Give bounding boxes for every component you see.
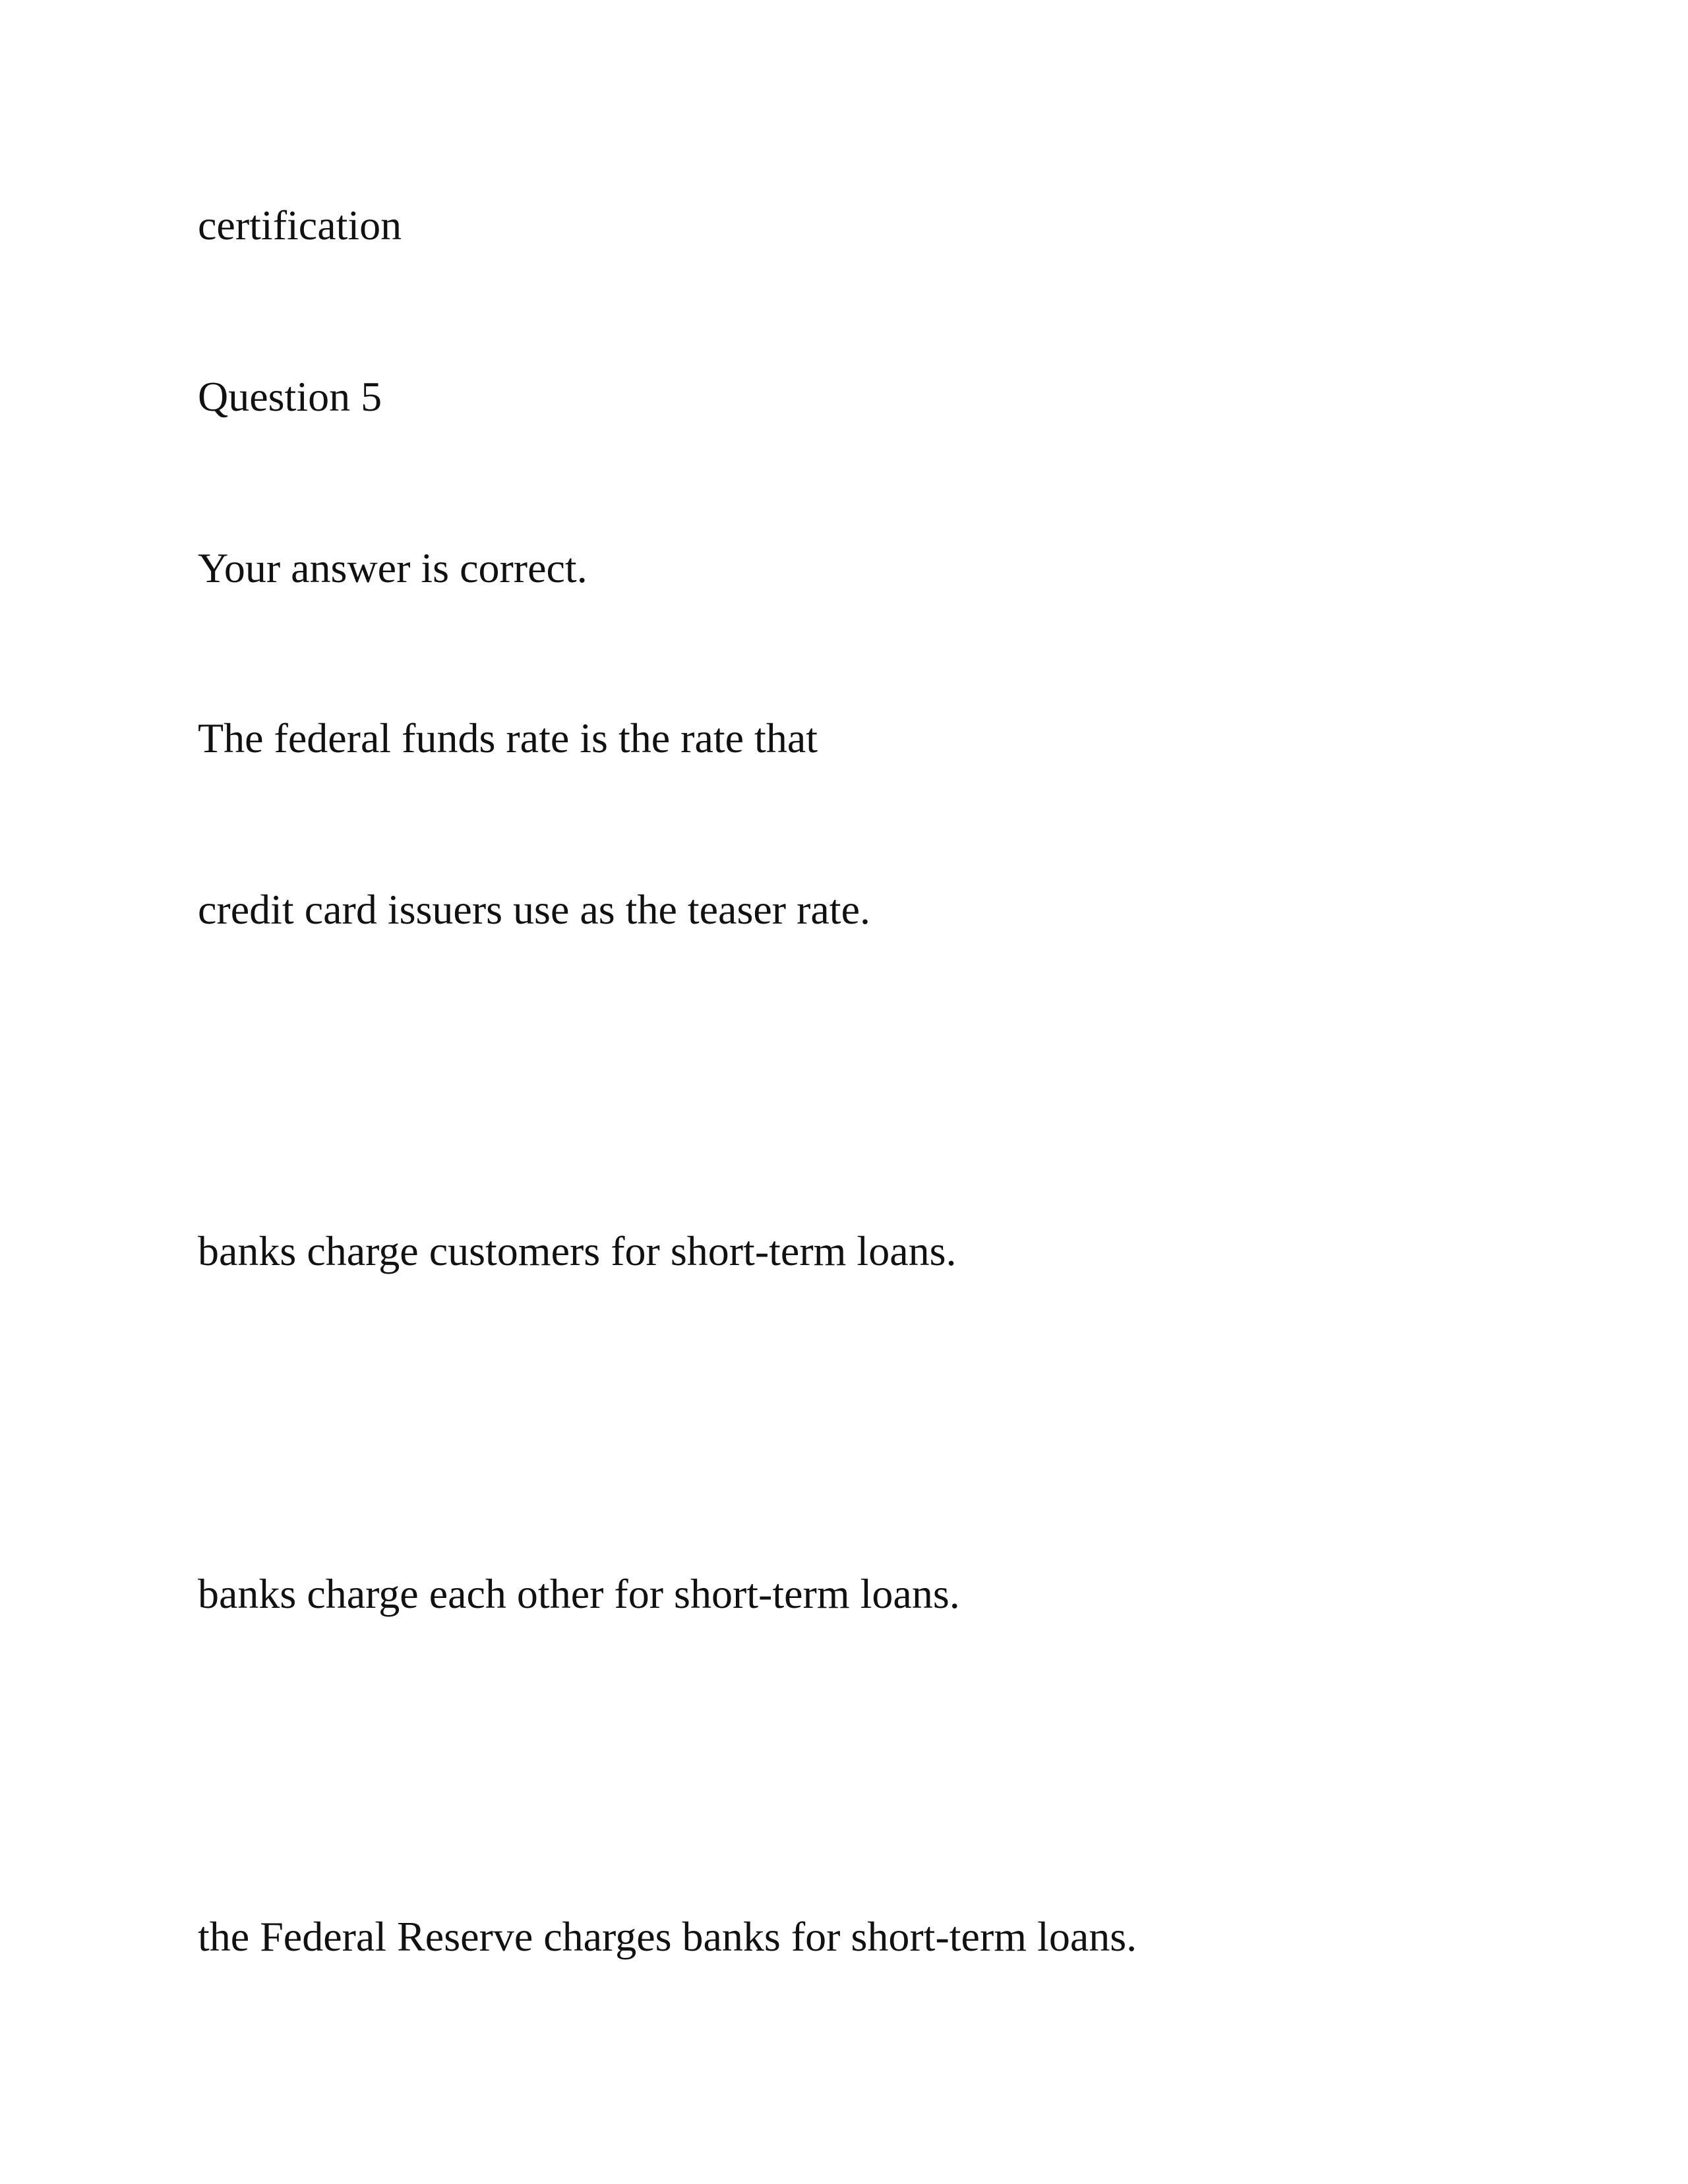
answer-option: the Federal Reserve charges banks for short-term loans. bbox=[198, 1913, 1137, 1960]
answer-option: credit card issuers use as the teaser rate. bbox=[198, 886, 870, 933]
answer-option: banks charge each other for short-term loans. bbox=[198, 1570, 960, 1617]
answer-option: banks charge customers for short-term loans. bbox=[198, 1227, 957, 1274]
answer-feedback: Your answer is correct. bbox=[198, 545, 588, 591]
question-label: Question 5 bbox=[198, 373, 382, 420]
document-heading: certification bbox=[198, 202, 402, 249]
question-text: The federal funds rate is the rate that bbox=[198, 715, 818, 761]
